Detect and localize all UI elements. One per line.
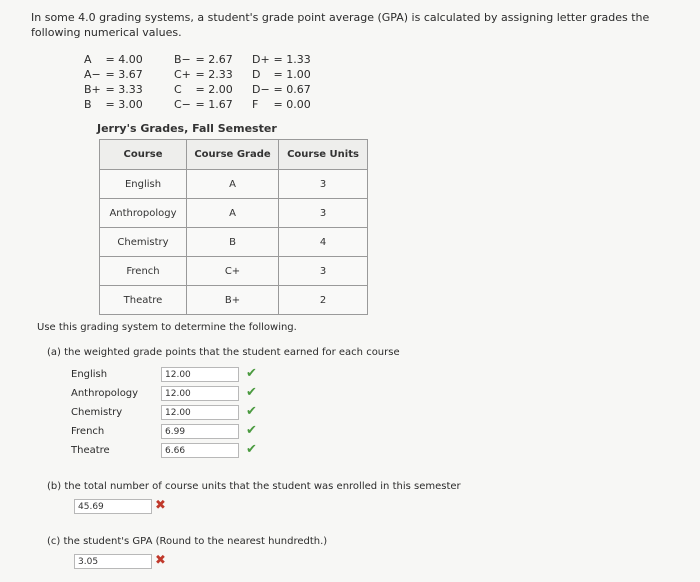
grades-table: [99, 139, 368, 315]
units-cell: 3: [279, 170, 368, 199]
answer-input[interactable]: 6.99: [161, 424, 239, 439]
answer-input[interactable]: 6.66: [161, 443, 239, 458]
answer-label: Chemistry: [71, 407, 123, 418]
grade-letter: F: [252, 98, 259, 111]
units-cell: 2: [279, 286, 368, 315]
grade-scale-entry: [252, 82, 311, 97]
grade-scale-entry: [84, 52, 143, 67]
units-cell: 3: [279, 257, 368, 286]
intro-text: In some 4.0 grading systems, a student's grade point average (GPA) is calculated by assigning letter grades the following numerical values.: [31, 11, 650, 39]
column-header-course: Course: [100, 140, 187, 170]
column-header-grade: Course Grade: [187, 140, 279, 170]
grade-letter: D+: [252, 53, 270, 66]
grade-value: = 1.67: [195, 98, 233, 111]
grade-letter: A: [84, 53, 92, 66]
grade-value: = 2.67: [195, 53, 233, 66]
question-b: (b) the total number of course units that the student was enrolled in this semester: [47, 481, 461, 492]
incorrect-icon: ✖: [155, 498, 166, 513]
table-row: [100, 199, 368, 228]
grade-scale-entry: [84, 97, 143, 112]
answer-label: Anthropology: [71, 388, 139, 399]
grade-scale-entry: [252, 97, 311, 112]
question-c: (c) the student's GPA (Round to the nearest hundredth.): [47, 536, 328, 547]
course-cell: French: [100, 257, 187, 286]
course-cell: Anthropology: [100, 199, 187, 228]
answer-input[interactable]: 12.00: [161, 386, 239, 401]
units-cell: 4: [279, 228, 368, 257]
check-icon: ✔: [246, 423, 257, 438]
grade-letter: B: [84, 98, 92, 111]
grade-cell: A: [187, 170, 279, 199]
table-row: [100, 257, 368, 286]
column-header-units: Course Units: [279, 140, 368, 170]
answer-input[interactable]: 12.00: [161, 405, 239, 420]
grade-letter: D−: [252, 83, 270, 96]
grade-scale-entry: [174, 97, 233, 112]
answer-label: French: [71, 426, 105, 437]
grade-scale-entry: [84, 82, 143, 97]
check-icon: ✔: [246, 385, 257, 400]
grade-value: = 4.00: [105, 53, 143, 66]
grade-value: = 0.67: [273, 83, 311, 96]
grade-value: = 2.33: [195, 68, 233, 81]
answer-label: Theatre: [71, 445, 110, 456]
grade-scale-entry: [252, 52, 311, 67]
grade-value: = 1.33: [273, 53, 311, 66]
answer-input[interactable]: 12.00: [161, 367, 239, 382]
table-title: Jerry's Grades, Fall Semester: [97, 122, 277, 135]
course-cell: Theatre: [100, 286, 187, 315]
grade-letter: C−: [174, 98, 191, 111]
grade-letter: D: [252, 68, 261, 81]
check-icon: ✔: [246, 366, 257, 381]
grade-scale-entry: [252, 67, 311, 82]
grade-letter: C+: [174, 68, 191, 81]
grade-letter: C: [174, 83, 182, 96]
grade-cell: B: [187, 228, 279, 257]
table-row: [100, 228, 368, 257]
grade-scale-entry: [84, 67, 143, 82]
grade-value: = 3.33: [105, 83, 143, 96]
grade-value: = 2.00: [195, 83, 233, 96]
grade-value: = 0.00: [273, 98, 311, 111]
grade-scale-entry: [174, 67, 233, 82]
grade-cell: B+: [187, 286, 279, 315]
course-cell: English: [100, 170, 187, 199]
answer-c-input[interactable]: 3.05: [74, 554, 152, 569]
grade-value: = 3.00: [105, 98, 143, 111]
answer-b-input[interactable]: 45.69: [74, 499, 152, 514]
instruction-text: Use this grading system to determine the following.: [37, 322, 297, 333]
incorrect-icon: ✖: [155, 553, 166, 568]
grade-value: = 3.67: [105, 68, 143, 81]
course-cell: Chemistry: [100, 228, 187, 257]
grade-scale-entry: [174, 82, 233, 97]
table-row: [100, 170, 368, 199]
check-icon: ✔: [246, 442, 257, 457]
grade-cell: A: [187, 199, 279, 228]
grade-scale-entry: [174, 52, 233, 67]
question-a: (a) the weighted grade points that the student earned for each course: [47, 347, 400, 358]
table-row: [100, 286, 368, 315]
grade-letter: A−: [84, 68, 101, 81]
units-cell: 3: [279, 199, 368, 228]
grade-letter: B+: [84, 83, 101, 96]
grade-letter: B−: [174, 53, 191, 66]
grade-value: = 1.00: [273, 68, 311, 81]
grade-cell: C+: [187, 257, 279, 286]
check-icon: ✔: [246, 404, 257, 419]
answer-label: English: [71, 369, 108, 380]
